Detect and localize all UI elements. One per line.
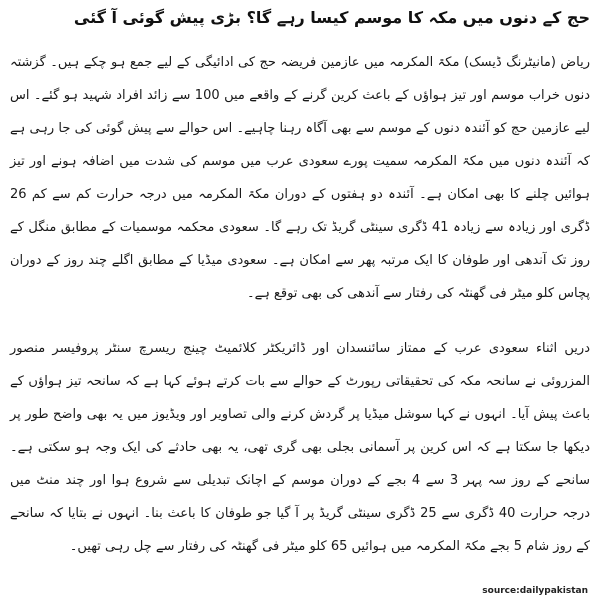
article-paragraph-1: ریاض (مانیٹرنگ ڈیسک) مکۃ المکرمہ میں عازمین فریضہ حج کی ادائیگی کے لیے جمع ہو چکے ہیں۔ گزشتہ دنوں خراب موسم اور تیز ہواؤں کے باعث کرین گرنے کے واقعے میں 100 سے زائد افراد شہید ہو گئے۔ اس لیے عازمین حج کو آئندہ دنوں کے موسم سے بھی آگاہ رہنا چاہیے۔ اس حوالے سے پیش گوئی کی جا رہی ہے کہ آئندہ دنوں میں مکۃ المکرمہ سمیت پورے سعودی عرب میں موسم کی شدت میں اضافہ ہونے اور تیز ہوائیں چلنے کا بھی امکان ہے۔ آئندہ دو ہفتوں کے دوران مکۃ المکرمہ میں درجہ حرارت کم سے کم 26 ڈگری اور زیادہ سے زیادہ 41 ڈگری سینٹی گریڈ تک رہے گا۔ سعودی محکمہ موسمیات کے مطابق منگل کے روز تک آندھی اور طوفان کا ایک مرتبہ پھر سے امکان ہے۔ سعودی میڈیا کے مطابق اگلے چند روز کے دوران پچاس کلو میٹر فی گھنٹہ کی رفتار سے آندھی کی بھی توقع ہے۔ xyxy=(10,55,590,301)
article-headline: حج کے دنوں میں مکہ کا موسم کیسا رہے گا؟ بڑی پیش گوئی آ گئی xyxy=(73,8,590,27)
article xyxy=(10,4,590,575)
article-paragraph-2: دریں اثناء سعودی عرب کے ممتاز سائنسدان اور ڈائریکٹر کلائمیٹ چینج ریسرچ سنٹر پروفیسر منصور المزروئی نے سانحہ مکہ کی تحقیقاتی رپورٹ کے حوالے سے بات کرتے ہوئے کہا ہے کہ سانحہ تیز ہواؤں کے باعث پیش آیا۔ انہوں نے کہا سوشل میڈیا پر گردش کرنے والی تصاویر اور ویڈیوز میں یہ بھی واضح طور پر دیکھا جا سکتا ہے کہ اس کرین پر آسمانی بجلی بھی گری تھی، یہ بھی حادثے کی ایک وجہ ہو سکتی ہے۔ سانحے کے روز سہ پہر 3 سے 4 بجے کے دوران موسم کے اچانک تبدیلی سے شروع ہوا اور چند منٹ میں درجہ حرارت 40 ڈگری سے 25 ڈگری سینٹی گریڈ پر آ گیا جو طوفان کا باعث بنا۔ انہوں نے بتایا کہ سانحے کے روز شام 5 بجے مکۃ المکرمہ میں ہوائیں 65 کلو میٹر فی گھنٹہ کی رفتار سے چل رہی تھیں۔ xyxy=(10,341,591,554)
source-credit: source:dailypakistan xyxy=(482,586,588,596)
